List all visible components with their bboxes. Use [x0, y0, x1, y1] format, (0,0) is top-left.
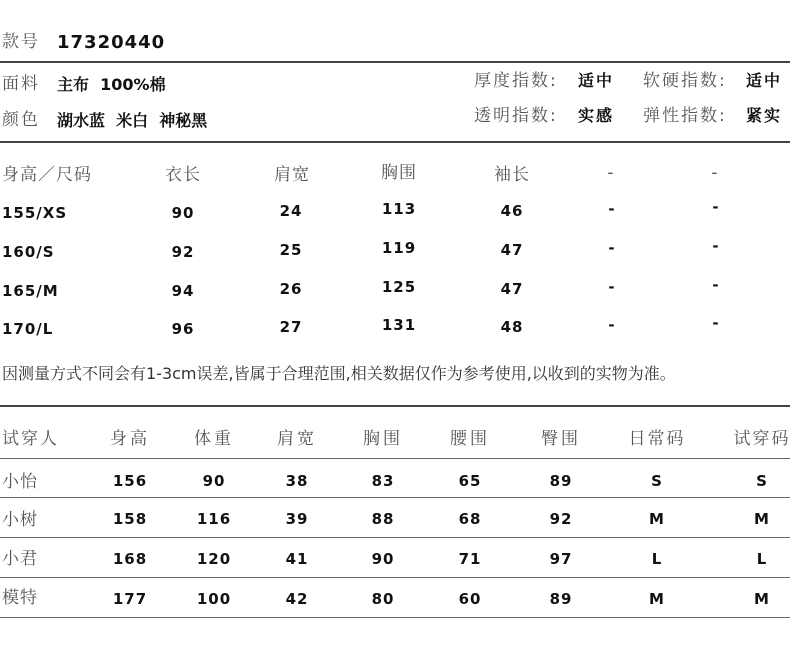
- tryon-header-height: 身高: [110, 429, 150, 449]
- size-row-4-shoulder: 27: [279, 318, 303, 336]
- size-row-4-length: 96: [171, 320, 195, 338]
- tryon-row-1-usual-size: S: [651, 472, 663, 490]
- tryon-row-2-weight: 116: [196, 510, 232, 528]
- size-header-size: 身高／尺码: [2, 165, 92, 185]
- size-row-4-size: 170/L: [2, 320, 54, 338]
- tryon-row-1-person: 小怡: [2, 472, 38, 492]
- size-header-blank-2: -: [711, 163, 719, 183]
- tryon-row-3-tryon-size: L: [756, 550, 768, 568]
- tryon-row-1-shoulder: 38: [285, 472, 309, 490]
- tryon-row-1-tryon-size: S: [756, 472, 768, 490]
- tryon-row-4-waist: 60: [458, 590, 482, 608]
- size-row-2-length: 92: [171, 243, 195, 261]
- tryon-row-3-height: 168: [112, 550, 148, 568]
- tryon-row-3-hip: 97: [549, 550, 573, 568]
- style-number-label: 款号: [2, 32, 40, 52]
- divider-tryon-bottom: [0, 617, 790, 618]
- tryon-row-3-shoulder: 41: [285, 550, 309, 568]
- tryon-header-hip: 臀围: [541, 429, 581, 449]
- size-header-blank-1: -: [607, 163, 615, 183]
- size-row-2-shoulder: 25: [279, 241, 303, 259]
- size-row-4-sleeve: 48: [500, 318, 524, 336]
- tryon-header-waist: 腰围: [450, 429, 490, 449]
- thickness-value: 适中: [578, 71, 615, 90]
- tryon-row-4-usual-size: M: [649, 590, 665, 608]
- tryon-header-weight: 体重: [194, 429, 234, 449]
- tryon-header-shoulder: 肩宽: [277, 429, 317, 449]
- tryon-row-2-waist: 68: [458, 510, 482, 528]
- size-row-1-shoulder: 24: [279, 202, 303, 220]
- size-row-1-blank-2: -: [712, 198, 720, 216]
- tryon-row-2-person: 小树: [2, 510, 38, 530]
- tryon-row-3-waist: 71: [458, 550, 482, 568]
- size-row-1-length: 90: [171, 204, 195, 222]
- tryon-row-2-usual-size: M: [649, 510, 665, 528]
- divider-tryon-table: [0, 405, 790, 407]
- tryon-row-4-height: 177: [112, 590, 148, 608]
- tryon-row-2-shoulder: 39: [285, 510, 309, 528]
- tryon-row-3-weight: 120: [196, 550, 232, 568]
- transparency-value: 实感: [578, 106, 615, 125]
- divider-top: [0, 61, 790, 63]
- tryon-row-4-shoulder: 42: [285, 590, 309, 608]
- size-row-4-blank-2: -: [712, 314, 720, 332]
- tryon-row-1-waist: 65: [458, 472, 482, 490]
- tryon-row-4-person: 模特: [2, 588, 38, 608]
- tryon-row-2-tryon-size: M: [754, 510, 770, 528]
- divider-tryon-2: [0, 497, 790, 498]
- tryon-header-tryon-size: 试穿码: [733, 429, 790, 449]
- size-row-3-blank-2: -: [712, 276, 720, 294]
- size-row-1-size: 155/XS: [2, 204, 68, 222]
- transparency-label: 透明指数:: [474, 106, 558, 126]
- size-header-sleeve: 袖长: [494, 165, 530, 185]
- elasticity-label: 弹性指数:: [643, 106, 727, 126]
- size-row-2-blank-1: -: [608, 239, 616, 257]
- tryon-row-2-height: 158: [112, 510, 148, 528]
- size-row-4-blank-1: -: [608, 316, 616, 334]
- tryon-row-4-tryon-size: M: [754, 590, 770, 608]
- size-row-4-chest: 131: [381, 316, 417, 334]
- tryon-row-1-weight: 90: [202, 472, 226, 490]
- tryon-row-3-usual-size: L: [651, 550, 663, 568]
- tryon-row-2-chest: 88: [371, 510, 395, 528]
- size-row-2-chest: 119: [381, 239, 417, 257]
- size-row-1-sleeve: 46: [500, 202, 524, 220]
- tryon-row-1-height: 156: [112, 472, 148, 490]
- thickness-label: 厚度指数:: [474, 71, 558, 91]
- fabric-value: 主布 100%棉: [57, 75, 166, 94]
- tryon-row-4-hip: 89: [549, 590, 573, 608]
- tryon-row-1-chest: 83: [371, 472, 395, 490]
- size-header-length: 衣长: [165, 165, 201, 185]
- size-row-3-length: 94: [171, 282, 195, 300]
- size-header-shoulder: 肩宽: [274, 165, 310, 185]
- tryon-row-4-chest: 80: [371, 590, 395, 608]
- color-label: 颜色: [2, 110, 40, 130]
- size-row-1-chest: 113: [381, 200, 417, 218]
- measurement-note: 因测量方式不同会有1-3cm误差,皆属于合理范围,相关数据仅作为参考使用,以收到的实物为准。: [2, 364, 676, 383]
- divider-size-table: [0, 141, 790, 143]
- divider-tryon-4: [0, 577, 790, 578]
- tryon-row-4-weight: 100: [196, 590, 232, 608]
- size-row-2-size: 160/S: [2, 243, 55, 261]
- tryon-header-usual-size: 日常码: [628, 429, 686, 449]
- softness-label: 软硬指数:: [643, 71, 727, 91]
- size-row-2-blank-2: -: [712, 237, 720, 255]
- size-row-2-sleeve: 47: [500, 241, 524, 259]
- elasticity-value: 紧实: [746, 106, 783, 125]
- tryon-header-person: 试穿人: [2, 429, 59, 449]
- size-row-3-shoulder: 26: [279, 280, 303, 298]
- size-row-3-chest: 125: [381, 278, 417, 296]
- divider-tryon-1: [0, 458, 790, 459]
- tryon-header-chest: 胸围: [363, 429, 403, 449]
- size-row-3-size: 165/M: [2, 282, 59, 300]
- tryon-row-3-person: 小君: [2, 549, 38, 569]
- size-row-1-blank-1: -: [608, 200, 616, 218]
- softness-value: 适中: [746, 71, 783, 90]
- size-header-chest: 胸围: [381, 163, 417, 183]
- fabric-label: 面料: [2, 74, 40, 94]
- tryon-row-3-chest: 90: [371, 550, 395, 568]
- divider-tryon-3: [0, 537, 790, 538]
- tryon-row-2-hip: 92: [549, 510, 573, 528]
- style-number-value: 17320440: [57, 32, 166, 53]
- color-value: 湖水蓝 米白 神秘黑: [57, 111, 208, 130]
- size-row-3-sleeve: 47: [500, 280, 524, 298]
- tryon-row-1-hip: 89: [549, 472, 573, 490]
- size-row-3-blank-1: -: [608, 278, 616, 296]
